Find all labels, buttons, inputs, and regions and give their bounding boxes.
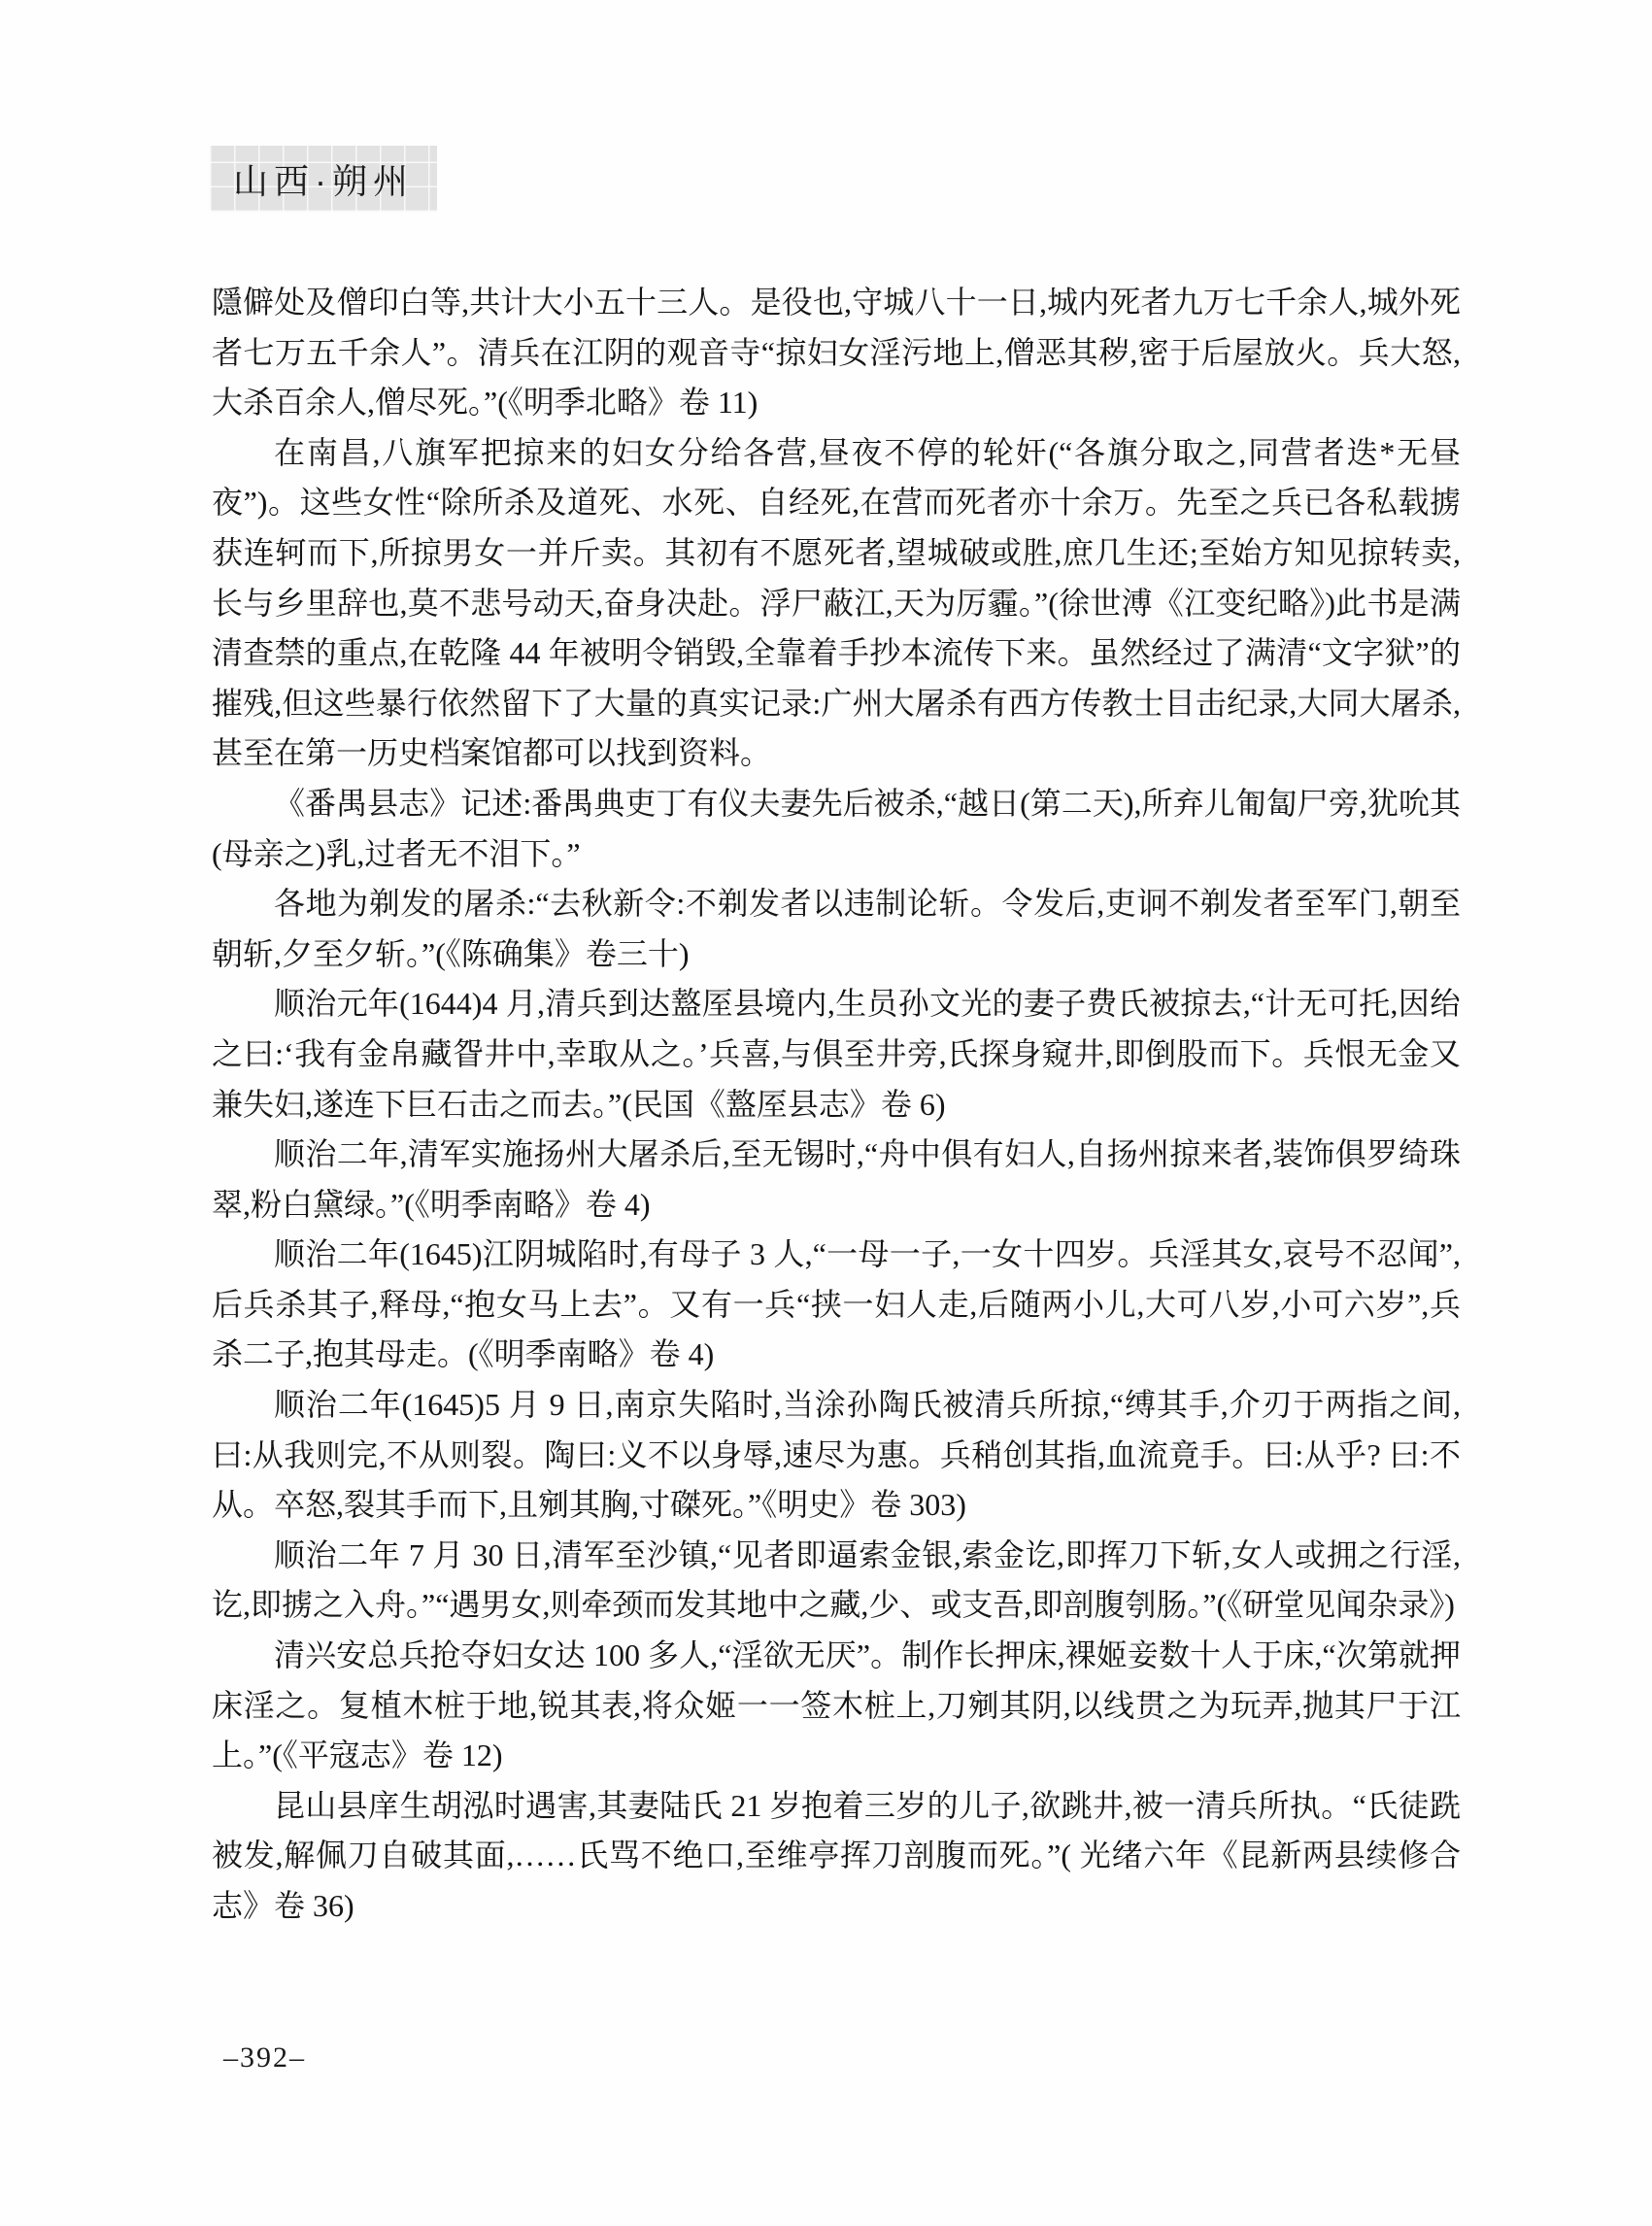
paragraph: 各地为剃发的屠杀:“去秋新令:不剃发者以违制论斩。令发后,吏诇不剃发者至军门,朝至朝斩,夕至夕斩。”(《陈确集》卷三十) (212, 886, 1461, 971)
paragraph: 隱僻处及僧印白等,共计大小五十三人。是役也,守城八十一日,城内死者九万七千余人,城外死者七万五千余人”。清兵在江阴的观音寺“掠妇女淫污地上,僧恶其秽,密于后屋放火。兵大怒,大杀百余人,僧尽死。”(《明季北略》卷 11) (212, 285, 1461, 421)
paragraph: 在南昌,八旗军把掠来的妇女分给各营,昼夜不停的轮奸(“各旗分取之,同营者迭*无昼夜”)。这些女性“除所杀及道死、水死、自经死,在营而死者亦十余万。先至之兵已各私载掳获连轲而下,所掠男女一并斤卖。其初有不愿死者,望城破或胜,庶几生还;至始方知见掠转卖,长与乡里辞也,莫不悲号动天,奋身决赴。浮尸蔽江,天为厉霾。”(徐世溥《江变纪略》)此书是满清查禁的重点,在乾隆 44 年被明令销毁,全靠着手抄本流传下来。虽然经过了满清“文字狱”的摧残,但这些暴行依然留下了大量的真实记录:广州大屠杀有西方传教士目击纪录,大同大屠杀,甚至在第一历史档案馆都可以找到资料。 (212, 434, 1461, 771)
paragraph: 顺治元年(1644)4 月,清兵到达盩厔县境内,生员孙文光的妻子费氏被掠去,“计无可托,因绐之曰:‘我有金帛藏眢井中,幸取从之。’兵喜,与俱至井旁,氏探身窥井,即倒股而下。兵恨无金又兼失妇,遂连下巨石击之而去。”(民国《盩厔县志》卷 6) (212, 986, 1461, 1122)
paragraph: 顺治二年(1645)江阴城陷时,有母子 3 人,“一母一子,一女十四岁。兵淫其女,哀号不忍闻”,后兵杀其子,释母,“抱女马上去”。又有一兵“挟一妇人走,后随两小儿,大可八岁,小可六岁”,兵杀二子,抱其母走。(《明季南略》卷 4) (212, 1236, 1461, 1372)
paragraph: 昆山县庠生胡泓时遇害,其妻陆氏 21 岁抱着三岁的儿子,欲跳井,被一清兵所执。“氏徒跣被发,解佩刀自破其面,……氏骂不绝口,至维亭挥刀剖腹而死。”( 光绪六年《昆新两县续修合志》卷 36) (212, 1787, 1461, 1923)
region-header-tag (210, 146, 437, 212)
page-number: –392– (223, 2041, 306, 2074)
paragraph: 顺治二年(1645)5 月 9 日,南京失陷时,当涂孙陶氏被清兵所掠,“缚其手,介刃于两指之间,曰:从我则完,不从则裂。陶曰:义不以身辱,速尽为惠。兵稍创其指,血流竟手。曰:从乎? 曰:不从。卒怒,裂其手而下,且剜其胸,寸磔死。”《明史》卷 303) (212, 1387, 1461, 1523)
paragraph: 《番禺县志》记述:番禺典吏丁有仪夫妻先后被杀,“越日(第二天),所弃儿匍匐尸旁,犹吮其(母亲之)乳,过者无不泪下。” (212, 785, 1461, 871)
paragraph: 顺治二年,清军实施扬州大屠杀后,至无锡时,“舟中俱有妇人,自扬州掠来者,装饰俱罗绮珠翠,粉白黛绿。”(《明季南略》卷 4) (212, 1136, 1461, 1222)
body-text (212, 278, 1461, 1932)
paragraph: 顺治二年 7 月 30 日,清军至沙镇,“见者即逼索金银,索金讫,即挥刀下斩,女人或拥之行淫,讫,即掳之入舟。”“遇男女,则牵颈而发其地中之藏,少、或支吾,即剖腹刳肠。”(《研堂见闻杂录》) (212, 1536, 1461, 1623)
paragraph: 清兴安总兵抢夺妇女达 100 多人,“淫欲无厌”。制作长押床,裸姬妾数十人于床,“次第就押床淫之。复植木桩于地,锐其表,将众姬一一签木桩上,刀剜其阴,以线贯之为玩弄,抛其尸于江上。”(《平寇志》卷 12) (212, 1637, 1461, 1773)
region-header-label: 山西·朔州 (233, 160, 414, 201)
